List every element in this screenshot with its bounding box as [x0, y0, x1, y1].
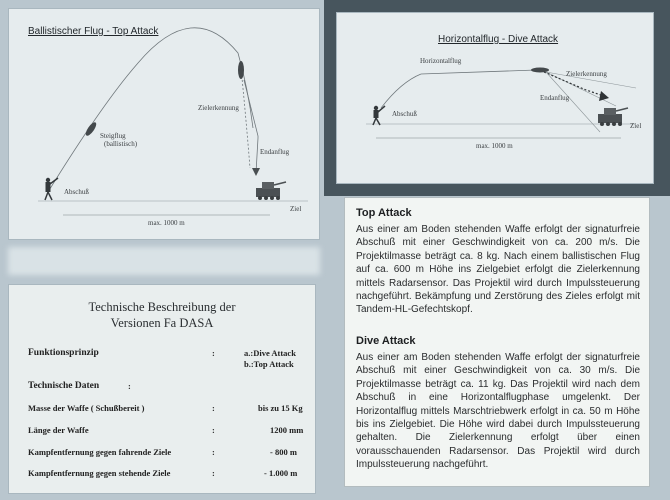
tank-target-icon	[256, 182, 286, 200]
projectile-apex-icon	[238, 61, 244, 79]
label-zielerkennung-2: Zielerkennung	[566, 70, 607, 78]
top-attack-paragraph: Aus einer am Boden stehenden Waffe erfolgt der signaturfreie Abschuß mit einer Geschwindigkeit von ca. 200 m/s. Die Projektilmasse beträgt ca. 8 kg. Nach einem ballistischen Flug auf ca. 600 m Höhe ins Zielgebiet erfolgt die Zielerkennung mittels Radarsensor. Das Projektil wird durch Impulssteuerung nachgeführt. Bekämpfung und Zerstörung des Zieles erfolgt mit Tandem-HL-Gefechtskopf.	[356, 224, 640, 316]
label-endanflug: Endanflug	[260, 148, 290, 156]
label-ziel-2: Ziel	[630, 122, 642, 130]
spec-value-masse: bis zu 15 Kg	[258, 403, 303, 413]
spec-label-fahrende-ziele: Kampfentfernung gegen fahrende Ziele	[28, 447, 172, 457]
spec-colon-6: :	[212, 468, 215, 478]
spec-heading-line2: Versionen Fa DASA	[110, 316, 214, 330]
dive-attack-diagram-panel	[336, 12, 654, 184]
endanflug-arrow-icon	[252, 168, 260, 176]
spec-label-technische-daten: Technische Daten	[28, 381, 100, 391]
spec-colon-5: :	[212, 447, 215, 457]
soldier-icon-2	[373, 106, 385, 125]
spec-heading-line1: Technische Beschreibung der	[88, 300, 236, 314]
horizontal-flight-line	[421, 70, 536, 74]
ascent-line	[381, 74, 421, 108]
dive-arrow-icon	[599, 91, 609, 101]
spec-label-funktionsprinzip: Funktionsprinzip	[28, 348, 99, 358]
spec-value-dive-attack: a.:Dive Attack	[244, 348, 296, 358]
endanflug-line	[244, 80, 258, 173]
spec-label-stehende-ziele: Kampfentfernung gegen stehende Ziele	[28, 468, 171, 478]
label-horizontalflug: Horizontalflug	[420, 57, 462, 65]
dive-attack-heading: Dive Attack	[356, 335, 416, 347]
description-panel	[344, 197, 650, 487]
dive-attack-paragraph: Aus einer am Boden stehenden Waffe erfolgt der signaturfreie Abschuß mit einer Geschwindigkeit von ca. 30 m/s. Die Projektilmasse beträgt ca. 11 kg. Das Projektil wird nach dem Abschuß in eine Horizontalflugphase umgelenkt. Der Horizontalflug mittels Marschtriebwerk erfolgt in ca. 50 m Höhe bis ins Zielgebiet. Die Höhe wird dabei durch Impulssteuerung gehalten. Die Zielerkennung erfolgt über einen vorausschauenden Radarsensor. Das Projektil wird durch Impulssteuerung nachgeführt.	[356, 352, 640, 471]
spec-colon-2: :	[128, 381, 131, 391]
projectile-ascent-icon	[84, 121, 98, 138]
label-ballistisch: (ballistisch)	[104, 140, 138, 148]
label-endanflug-2: Endanflug	[540, 94, 570, 102]
spec-colon-4: :	[212, 425, 215, 435]
spec-value-stehende-ziele: - 1.000 m	[264, 468, 298, 478]
spec-value-top-attack: b.:Top Attack	[244, 359, 294, 369]
label-steigflug: Steigflug	[100, 132, 126, 140]
top-attack-title: Ballistischer Flug - Top Attack	[28, 26, 159, 37]
spec-label-masse: Masse der Waffe ( Schußbereit )	[28, 403, 145, 413]
spec-value-fahrende-ziele: - 800 m	[270, 447, 297, 457]
spec-label-laenge: Länge der Waffe	[28, 425, 89, 435]
label-ziel: Ziel	[290, 205, 302, 213]
label-abschuss-2: Abschuß	[392, 110, 417, 118]
label-range: max. 1000 m	[148, 219, 185, 227]
spec-colon-3: :	[212, 403, 215, 413]
label-range-2: max. 1000 m	[476, 142, 513, 150]
spec-sheet-panel	[8, 284, 316, 494]
blurred-strip	[8, 247, 320, 275]
top-attack-heading: Top Attack	[356, 207, 412, 219]
spec-value-laenge: 1200 mm	[270, 425, 304, 435]
top-attack-trajectory-svg	[8, 8, 320, 240]
top-attack-diagram-panel	[8, 8, 320, 240]
label-abschuss: Abschuß	[64, 188, 89, 196]
spec-colon-0: :	[212, 348, 215, 358]
dive-attack-title: Horizontalflug - Dive Attack	[438, 34, 559, 45]
tank-target-icon-2	[598, 108, 628, 126]
soldier-icon	[45, 178, 58, 200]
label-zielerkennung: Zielerkennung	[198, 104, 239, 112]
